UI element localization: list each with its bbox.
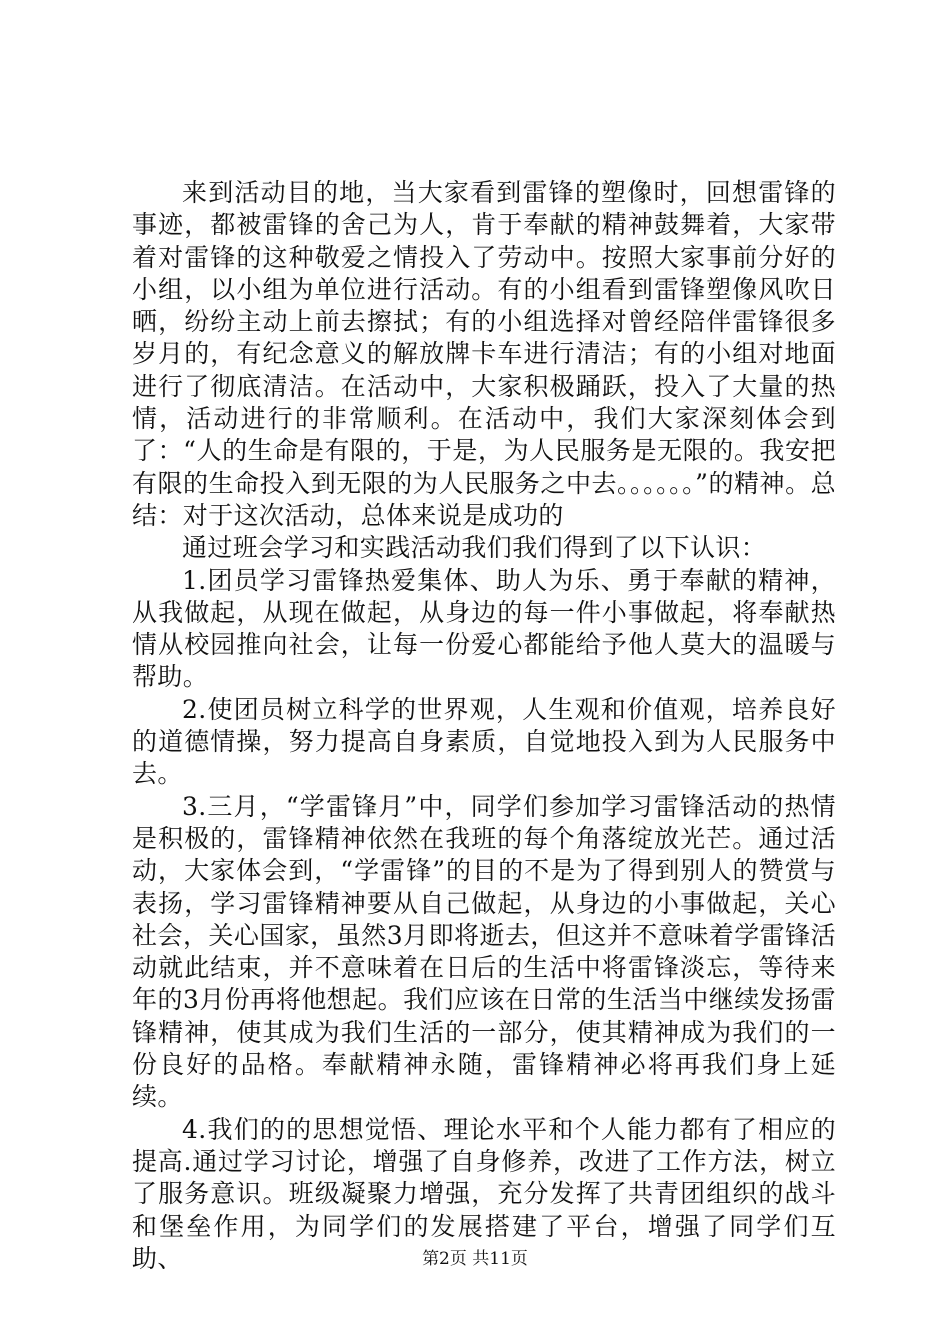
paragraph-activity-summary: 来到活动目的地，当大家看到雷锋的塑像时，回想雷锋的事迹，都被雷锋的舍己为人，肯于奉献的精神鼓舞着，大家带着对雷锋的这种敬爱之情投入了劳动中。按照大家事前分好的小组，以小组为单位进行活动。有的小组看到雷锋塑像风吹日晒，纷纷主动上前去擦拭；有的小组选择对曾经陪伴雷锋很多岁月的，有纪念意义的解放牌卡车进行清洁；有的小组对地面进行了彻底清洁。在活动中，大家积极踊跃，投入了大量的热情，活动进行的非常顺利。在活动中，我们大家深刻体会到了：“人的生命是有限的，于是，为人民服务是无限的。我安把有限的生命投入到无限的为人民服务之中去。。。。。。”的精神。总结：对于这次活动，总体来说是成功的 (132, 178, 836, 530)
paragraph-finding-4: 4.我们的的思想觉悟、理论水平和个人能力都有了相应的提高.通过学习讨论，增强了自身修养，改进了工作方法，树立了服务意识。班级凝聚力增强，充分发挥了共青团组织的战斗和堡垒作用，为同学们的发展搭建了平台，增强了同学们互助、 (132, 1114, 836, 1273)
page-number-footer: 第2页 共11页 (422, 1249, 528, 1269)
paragraph-finding-1: 1.团员学习雷锋热爱集体、助人为乐、勇于奉献的精神，从我做起，从现在做起，从身边的每一件小事做起，将奉献热情从校园推向社会，让每一份爱心都能给予他人莫大的温暖与帮助。 (132, 565, 836, 692)
paragraph-finding-3: 3.三月，“学雷锋月”中，同学们参加学习雷锋活动的热情是积极的，雷锋精神依然在我班的每个角落绽放光芒。通过活动，大家体会到，“学雷锋”的目的不是为了得到别人的赞赏与表扬，学习雷锋精神要从自己做起，从身边的小事做起，关心社会，关心国家，虽然3月即将逝去，但这并不意味着学雷锋活动就此结束，并不意味着在日后的生活中将雷锋淡忘，等待来年的3月份再将他想起。我们应该在日常的生活当中继续发扬雷锋精神，使其成为我们生活的一部分，使其精神成为我们的一份良好的品格。奉献精神永随，雷锋精神必将再我们身上延续。 (132, 791, 836, 1112)
paragraph-intro-findings: 通过班会学习和实践活动我们我们得到了以下认识： (182, 533, 767, 563)
paragraph-finding-2: 2.使团员树立科学的世界观，人生观和价值观，培养良好的道德情操，努力提高自身素质，自觉地投入到为人民服务中去。 (132, 694, 836, 789)
document-body (132, 177, 836, 1275)
